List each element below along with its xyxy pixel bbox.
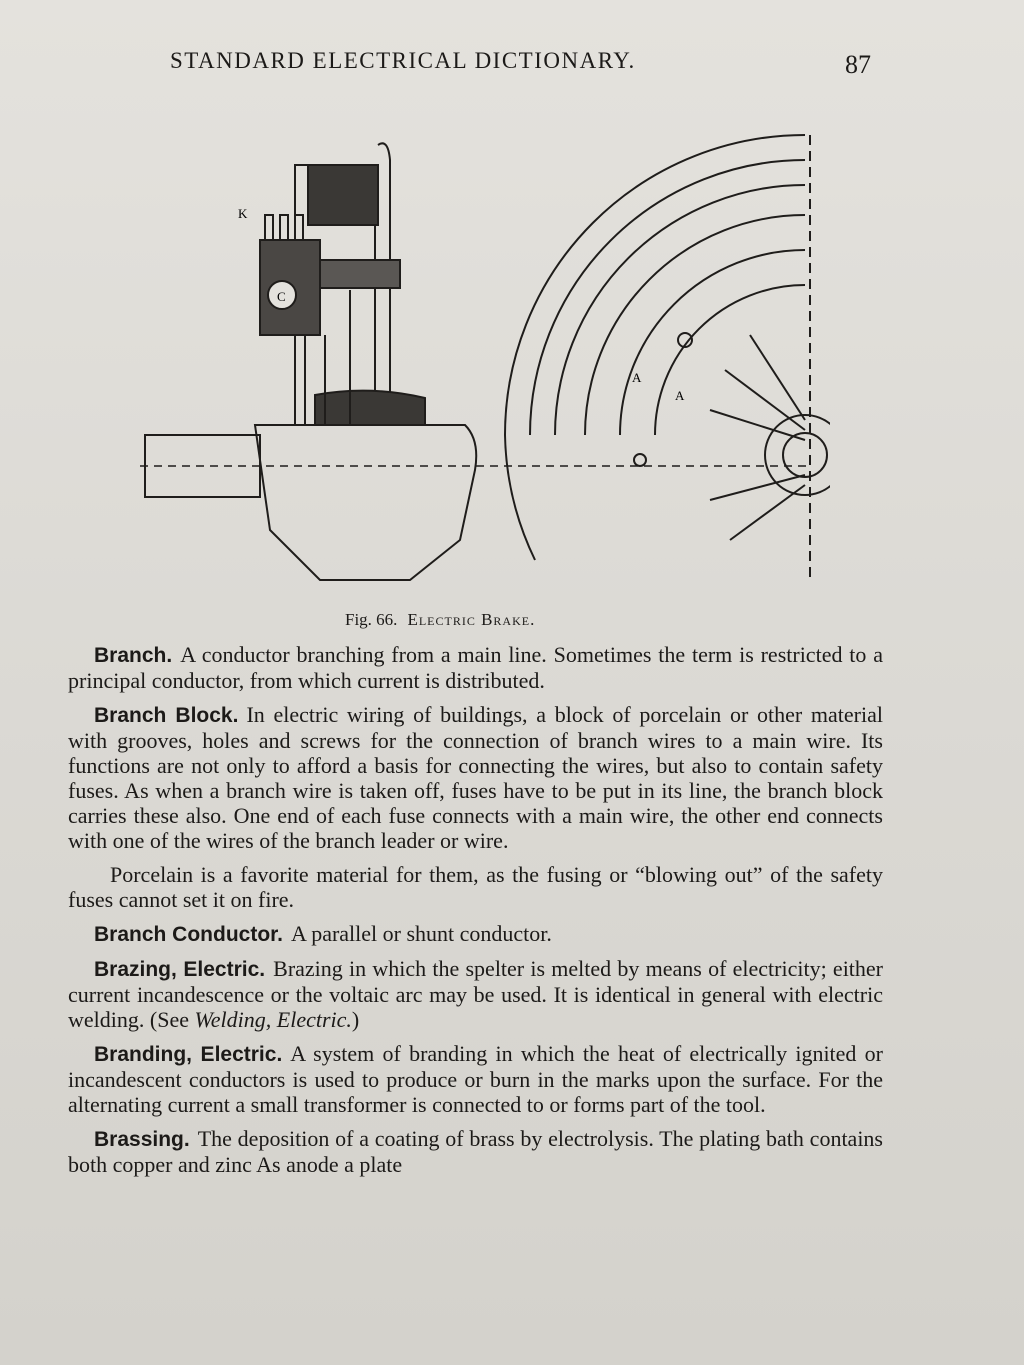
- spoke-3: [750, 335, 805, 420]
- see-reference: Welding, Electric.: [194, 1007, 352, 1032]
- figure-caption: [345, 610, 535, 630]
- page-number: 87: [845, 50, 871, 79]
- terminal-1: [265, 215, 273, 240]
- entry-paragraph: Porcelain is a favorite material for them, as the fusing or “blowing out” of the safety fuses cannot set it on fire.: [68, 862, 883, 912]
- entry-brassing: [68, 1126, 883, 1177]
- terminal-3: [295, 215, 303, 240]
- electric-brake-figure: [120, 120, 830, 600]
- spoke-5: [730, 485, 805, 540]
- terminal-2: [280, 215, 288, 240]
- see-prefix: (See: [149, 1007, 189, 1032]
- rim-5: [620, 250, 805, 435]
- entry-term: Brassing.: [94, 1128, 190, 1151]
- entry-brazing-electric: [68, 956, 883, 1032]
- spindle: [320, 260, 400, 288]
- brake-arm-top: [308, 165, 378, 225]
- label-c: C: [277, 289, 286, 304]
- see-suffix: ): [351, 1007, 360, 1032]
- entry-text: A system of branding in which the heat of electrically ignited or incandescent conductors is used to produce or burn in the marks upon the surface. For the alternating current a small transformer is connected to or forms part of the tool.: [68, 1041, 883, 1117]
- electric-brake-illustration: [120, 120, 830, 600]
- figure-title: Electric Brake.: [407, 610, 536, 629]
- running-head: STANDARD ELECTRICAL DICTIONARY.: [170, 48, 636, 73]
- entry-text: A parallel or shunt conductor.: [291, 921, 552, 946]
- entry-term: Branch Block.: [94, 704, 239, 727]
- hub-section: [255, 425, 476, 580]
- entry-branding-electric: [68, 1041, 883, 1117]
- entry-branch-block-note: [68, 862, 883, 912]
- entry-text: The deposition of a coating of brass by electrolysis. The plating bath contains both copper and zinc As anode a plate: [68, 1126, 883, 1177]
- entry-branch-conductor: [68, 921, 883, 947]
- label-a2: A: [675, 388, 685, 403]
- rim-4: [585, 215, 805, 435]
- label-a1: A: [632, 370, 642, 385]
- entry-branch-block: [68, 702, 883, 853]
- entry-text: Brazing in which the spelter is melted by means of electricity; either current incandescence or the voltaic arc may be used. It is identical in general with electric welding.: [68, 956, 884, 1032]
- dictionary-entries: [68, 642, 883, 1186]
- label-k: K: [238, 206, 248, 221]
- entry-text: A conductor branching from a main line. Sometimes the term is restricted to a principal conductor, from which current is distributed.: [68, 642, 883, 693]
- bearing: [315, 391, 425, 425]
- rim-2: [530, 160, 805, 435]
- figure-number: Fig. 66.: [345, 610, 398, 629]
- entry-term: Brazing, Electric.: [94, 958, 266, 981]
- entry-term: Branch.: [94, 644, 173, 667]
- spoke-1: [710, 410, 805, 440]
- entry-term: Branch Conductor.: [94, 923, 284, 946]
- rivet-2: [634, 454, 646, 466]
- entry-branch: [68, 642, 883, 693]
- entry-text: In electric wiring of buildings, a block of porcelain or other material with grooves, holes and screws for the connection of branch wires to a main wire. Its functions are not only to afford a basis for connecting the wires, but also to contain safety fuses. As when a branch wire is taken off, fuses have to be put in its line, the branch block carries these also. One end of each fuse connects with a main wire, the other end connects with one of the wires of the branch leader or wire.: [68, 702, 883, 853]
- outer-rim: [505, 135, 805, 560]
- entry-term: Branding, Electric.: [94, 1043, 283, 1066]
